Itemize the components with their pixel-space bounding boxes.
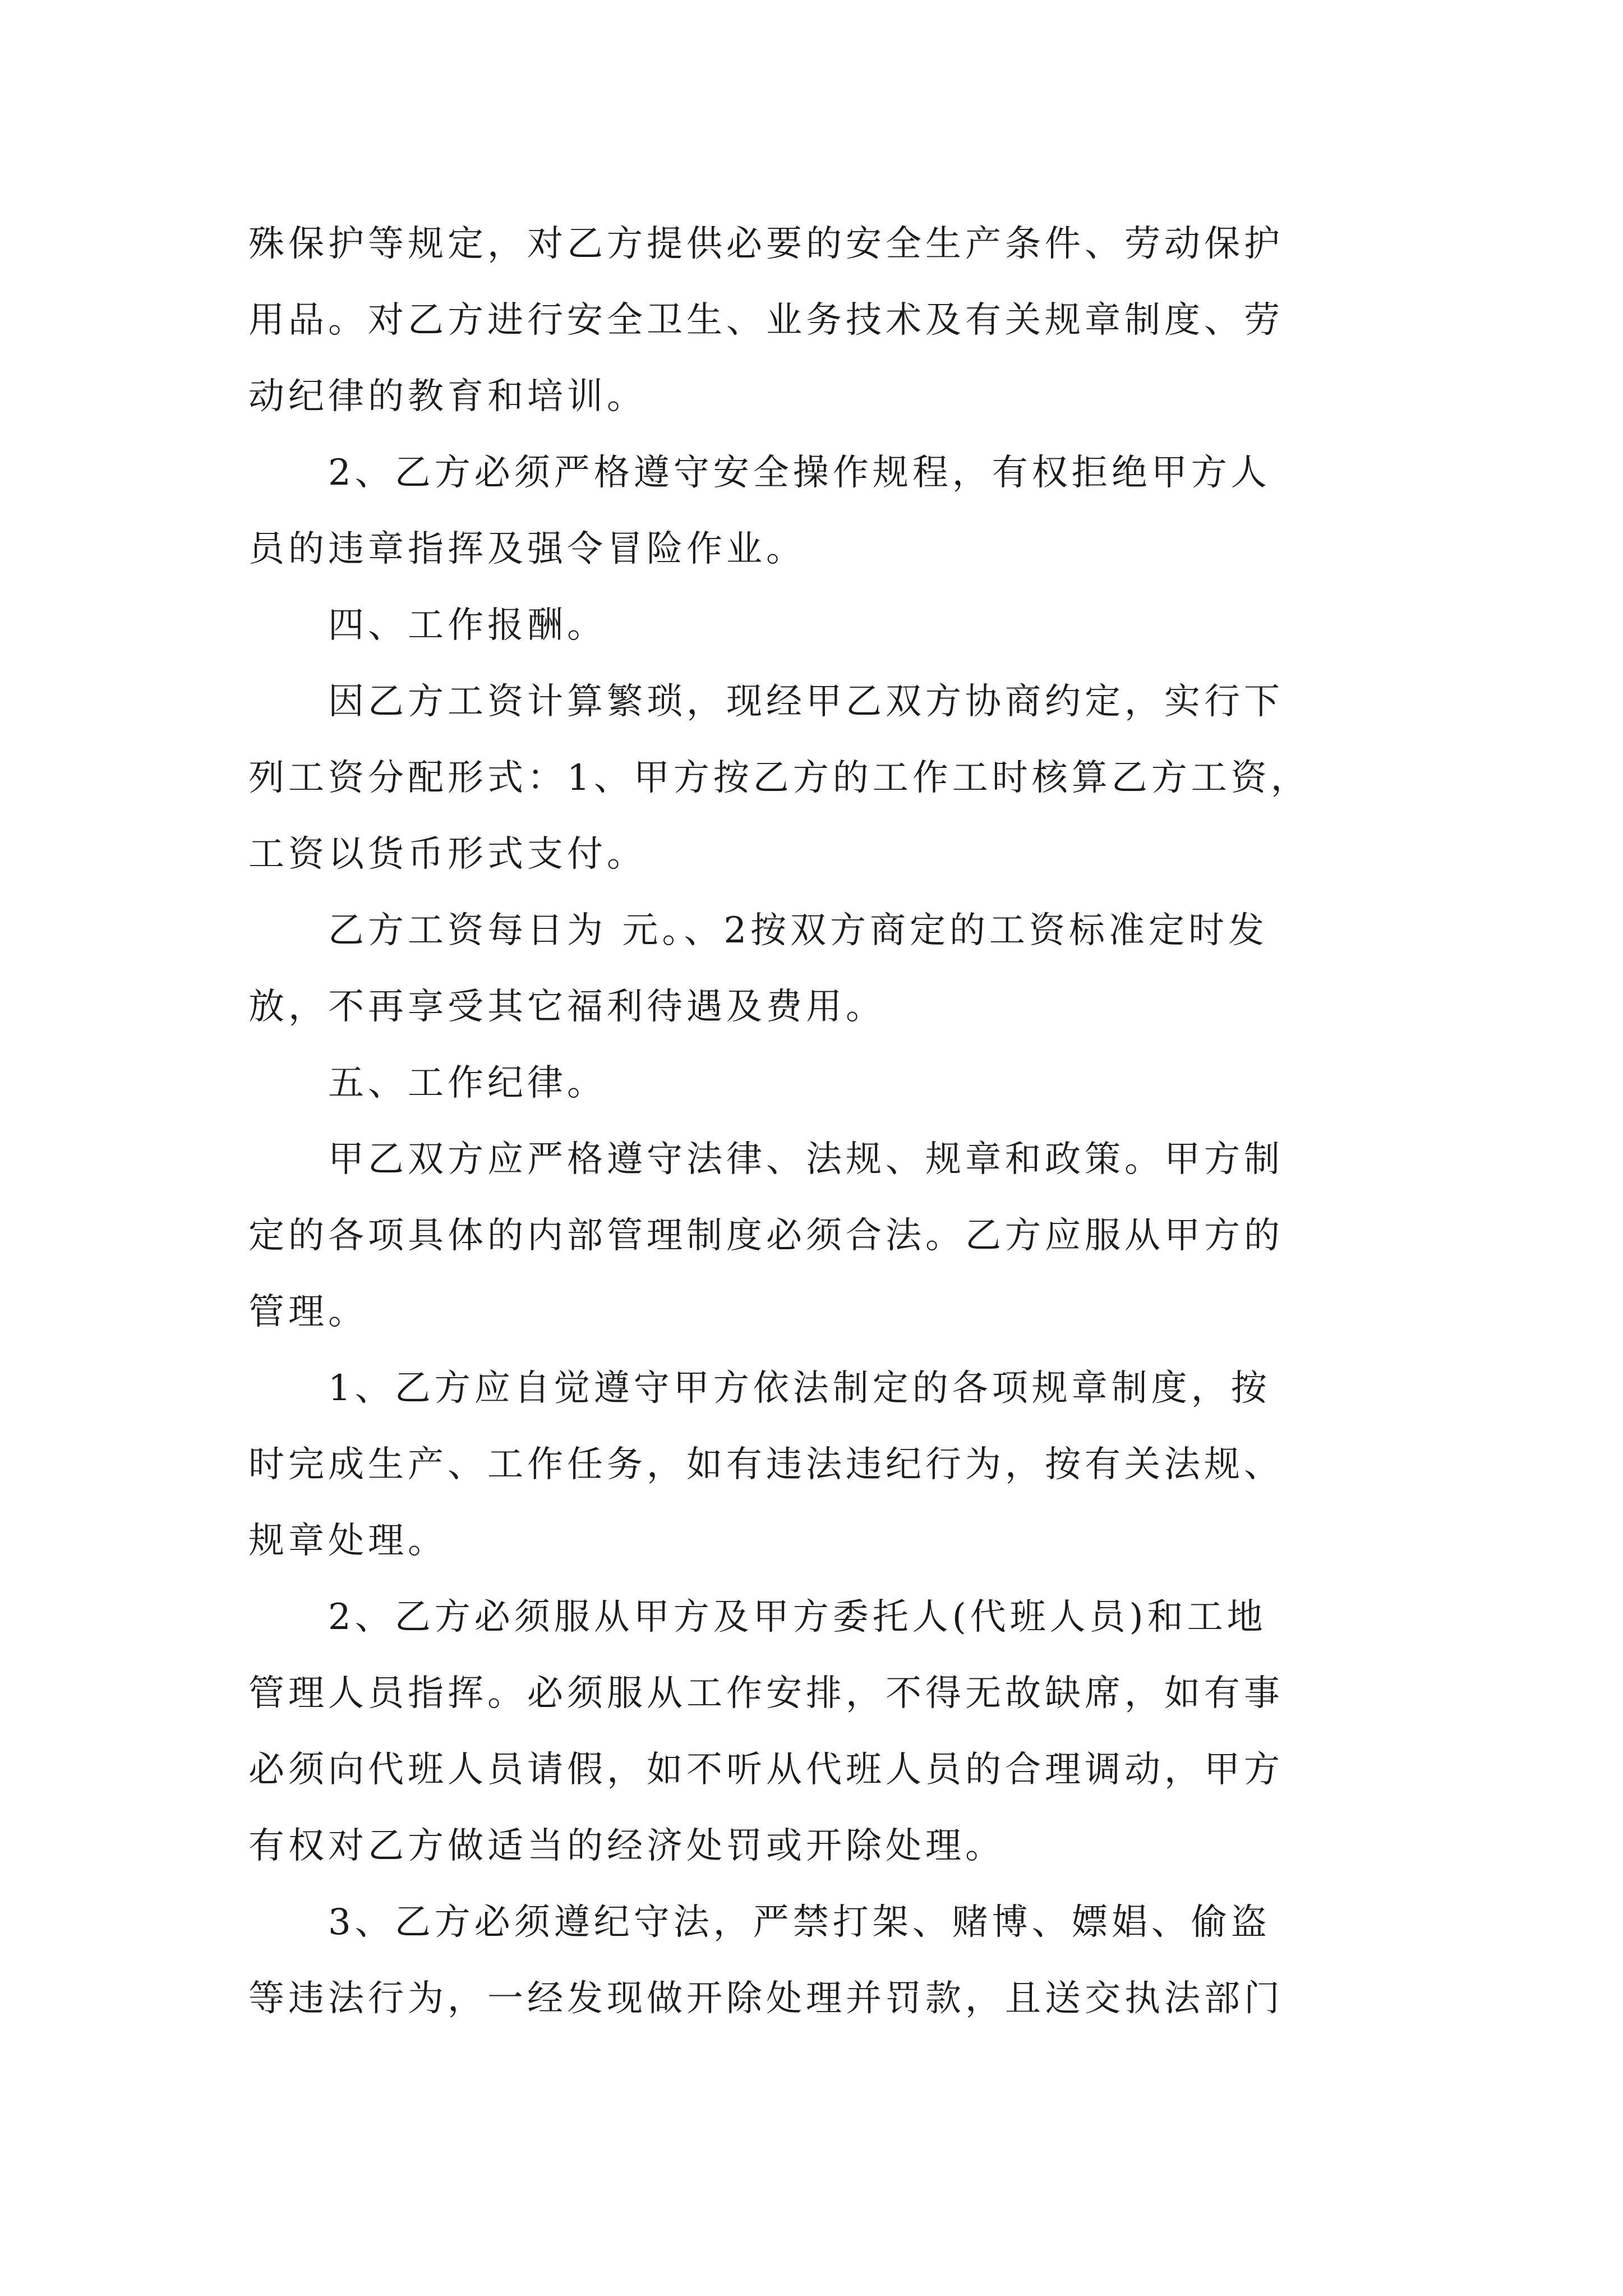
- paragraph-8-line-1: 管理人员指挥。必须服从工作安排，不得无故缺席，如有事: [248, 1673, 1284, 1714]
- paragraph-0-line-1: 用品。对乙方进行安全卫生、业务技术及有关规章制度、劳: [248, 300, 1284, 341]
- paragraph-7-line-2: 规章处理。: [248, 1520, 448, 1562]
- paragraph-3-line-0: 因乙方工资计算繁琐，现经甲乙双方协商约定，实行下: [328, 681, 1284, 723]
- paragraph-6-line-1: 定的各项具体的内部管理制度必须合法。乙方应服从甲方的: [248, 1215, 1284, 1257]
- paragraph-7-line-0: 1、乙方应自觉遵守甲方依法制定的各项规章制度，按: [328, 1368, 1271, 1409]
- paragraph-4-line-1: 放，不再享受其它福利待遇及费用。: [248, 986, 886, 1028]
- paragraph-0-line-2: 动纪律的教育和培训。: [248, 376, 647, 417]
- paragraph-4-line-0: 乙方工资每日为 元。、2按双方商定的工资标准定时发: [328, 910, 1269, 951]
- paragraph-9-line-0: 3、乙方必须遵纪守法，严禁打架、赌博、嫖娼、偷盗: [328, 1902, 1271, 1943]
- paragraph-3-line-2: 工资以货币形式支付。: [248, 834, 647, 875]
- paragraph-6-line-2: 管理。: [248, 1291, 368, 1333]
- paragraph-2-line-0: 四、工作报酬。: [328, 605, 607, 646]
- paragraph-8-line-2: 必须向代班人员请假，如不听从代班人员的合理调动，甲方: [248, 1749, 1284, 1791]
- paragraph-6-line-0: 甲乙双方应严格遵守法律、法规、规章和政策。甲方制: [328, 1139, 1284, 1180]
- paragraph-5-line-0: 五、工作纪律。: [328, 1062, 607, 1104]
- paragraph-7-line-1: 时完成生产、工作任务，如有违法违纪行为，按有关法规、: [248, 1444, 1284, 1485]
- paragraph-3-line-1: 列工资分配形式：1、甲方按乙方的工作工时核算乙方工资，: [248, 757, 1311, 799]
- paragraph-8-line-0: 2、乙方必须服从甲方及甲方委托人(代班人员)和工地: [328, 1596, 1267, 1638]
- paragraph-0-line-0: 殊保护等规定，对乙方提供必要的安全生产条件、劳动保护: [248, 223, 1284, 265]
- paragraph-1-line-0: 2、乙方必须严格遵守安全操作规程，有权拒绝甲方人: [328, 452, 1271, 494]
- paragraph-9-line-1: 等违法行为，一经发现做开除处理并罚款，且送交执法部门: [248, 1978, 1284, 2019]
- paragraph-1-line-1: 员的违章指挥及强令冒险作业。: [248, 528, 806, 570]
- paragraph-8-line-3: 有权对乙方做适当的经济处罚或开除处理。: [248, 1825, 1005, 1867]
